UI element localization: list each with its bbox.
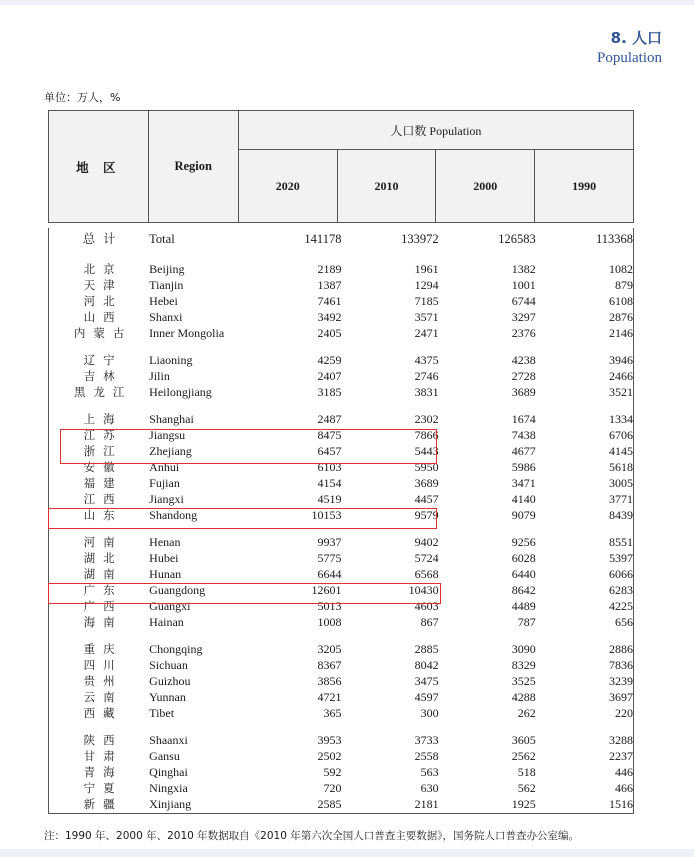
value-cell-2010: 6568 (414, 567, 439, 581)
value-cell-2010: 10430 (408, 583, 439, 597)
header-population-cn: 人口数 (390, 123, 427, 138)
value-cell-2010: 2746 (414, 369, 439, 383)
data-table (49, 228, 633, 812)
value-cell-2000: 126583 (498, 232, 536, 246)
region-en-cell: Henan (149, 535, 181, 549)
value-cell-2010: 9402 (414, 535, 439, 549)
value-cell-2020: 2487 (317, 412, 342, 426)
region-cn-cell: 陕西 (83, 733, 123, 747)
value-cell-1990: 7836 (609, 658, 633, 672)
value-cell-1990: 4225 (609, 599, 633, 613)
region-cn-cell: 湖南 (83, 567, 123, 581)
table-row (49, 491, 633, 507)
value-cell-1990: 3005 (609, 476, 633, 490)
value-cell-2020: 1387 (317, 278, 342, 292)
region-en-cell: Shaanxi (149, 733, 188, 747)
value-cell-2010: 4597 (414, 690, 439, 704)
value-cell-1990: 1516 (609, 797, 633, 811)
region-en-cell: Liaoning (149, 353, 193, 367)
value-cell-2010: 2558 (414, 749, 439, 763)
table-row (49, 534, 633, 550)
value-cell-2010: 1961 (414, 262, 439, 276)
value-cell-2020: 2407 (317, 369, 342, 383)
value-cell-2020: 4519 (317, 492, 342, 506)
region-cn-cell: 青海 (83, 765, 123, 779)
value-cell-2000: 1382 (511, 262, 536, 276)
row-spacer (49, 630, 633, 641)
region-en-cell: Yunnan (149, 690, 186, 704)
region-en-cell: Fujian (149, 476, 180, 490)
row-spacer-cell (49, 250, 633, 261)
table-row (49, 352, 633, 368)
value-cell-2000: 8329 (511, 658, 536, 672)
region-en-cell: Hunan (149, 567, 182, 581)
value-cell-2020: 1008 (317, 615, 342, 629)
region-en-cell: Hebei (149, 294, 178, 308)
value-cell-2020: 5013 (317, 599, 342, 613)
table-header (48, 110, 634, 223)
region-en-cell: Gansu (149, 749, 180, 763)
table-row (49, 293, 633, 309)
region-cn-cell: 辽宁 (83, 353, 123, 367)
region-cn-cell: 西藏 (83, 706, 123, 720)
value-cell-2020: 3492 (317, 310, 342, 324)
value-cell-2000: 3471 (511, 476, 536, 490)
value-cell-1990: 5618 (609, 460, 633, 474)
value-cell-2010: 2885 (414, 642, 439, 656)
region-cn-cell: 浙江 (83, 444, 123, 458)
region-cn-cell: 四川 (83, 658, 123, 672)
region-en-cell: Tibet (149, 706, 175, 720)
region-cn-cell: 河北 (83, 294, 123, 308)
table-row (49, 780, 633, 796)
value-cell-2020: 3953 (317, 733, 342, 747)
region-cn-cell: 广西 (83, 599, 123, 613)
region-cn-cell: 重庆 (83, 642, 123, 656)
table-row (49, 309, 633, 325)
value-cell-1990: 3288 (609, 733, 633, 747)
value-cell-2000: 6440 (511, 567, 536, 581)
value-cell-2020: 592 (323, 765, 342, 779)
value-cell-2020: 2585 (317, 797, 342, 811)
value-cell-2000: 4140 (511, 492, 536, 506)
value-cell-1990: 3697 (609, 690, 633, 704)
value-cell-1990: 5397 (609, 551, 633, 565)
value-cell-1990: 446 (615, 765, 633, 779)
region-cn-cell: 吉林 (83, 369, 123, 383)
row-spacer (49, 523, 633, 534)
value-cell-2000: 787 (517, 615, 536, 629)
header-year-2020: 2020 (238, 150, 337, 223)
row-spacer-cell (49, 630, 633, 641)
value-cell-2010: 2181 (414, 797, 439, 811)
value-cell-2020: 6103 (317, 460, 342, 474)
region-en-cell: Hainan (149, 615, 184, 629)
table-row (49, 261, 633, 277)
value-cell-1990: 3239 (609, 674, 633, 688)
table-row (49, 614, 633, 630)
region-cn-cell: 宁夏 (83, 781, 123, 795)
row-spacer (49, 400, 633, 411)
value-cell-2020: 2189 (317, 262, 342, 276)
value-cell-2000: 3525 (511, 674, 536, 688)
value-cell-2000: 4238 (511, 353, 536, 367)
value-cell-2020: 3205 (317, 642, 342, 656)
table-row (49, 384, 633, 400)
region-cn-cell: 山西 (83, 310, 123, 324)
value-cell-2000: 3605 (511, 733, 536, 747)
value-cell-2000: 4288 (511, 690, 536, 704)
value-cell-2020: 365 (323, 706, 342, 720)
value-cell-2000: 1674 (511, 412, 536, 426)
value-cell-2020: 5775 (317, 551, 342, 565)
value-cell-1990: 1082 (609, 262, 633, 276)
region-cn-cell: 山东 (83, 508, 123, 522)
region-cn-cell: 湖北 (83, 551, 123, 565)
value-cell-2020: 3185 (317, 385, 342, 399)
page-title-en: Population (596, 50, 662, 67)
row-spacer-cell (49, 523, 633, 534)
table-row (49, 705, 633, 721)
value-cell-2000: 1925 (511, 797, 536, 811)
value-cell-1990: 4145 (609, 444, 633, 458)
value-cell-2020: 10153 (311, 508, 342, 522)
region-cn-cell: 安徽 (83, 460, 123, 474)
value-cell-2000: 9079 (511, 508, 536, 522)
value-cell-2010: 7866 (414, 428, 439, 442)
region-cn-cell: 总计 (82, 231, 124, 246)
region-en-cell: Shandong (149, 508, 198, 522)
table-row (49, 732, 633, 748)
value-cell-2010: 2302 (414, 412, 439, 426)
value-cell-2020: 141178 (304, 232, 342, 246)
table-row (49, 427, 633, 443)
value-cell-2000: 7438 (511, 428, 536, 442)
region-en-cell: Heilongjiang (149, 385, 212, 399)
region-en-cell: Inner Mongolia (149, 326, 225, 340)
value-cell-2000: 3689 (511, 385, 536, 399)
value-cell-2010: 3571 (414, 310, 439, 324)
region-en-cell: Guizhou (149, 674, 191, 688)
value-cell-1990: 2886 (609, 642, 633, 656)
value-cell-2020: 7461 (317, 294, 342, 308)
table-row (49, 689, 633, 705)
region-cn-cell: 江苏 (83, 428, 123, 442)
value-cell-1990: 3771 (609, 492, 633, 506)
value-cell-2010: 5443 (414, 444, 439, 458)
value-cell-2010: 4603 (414, 599, 439, 613)
region-cn-cell: 河南 (83, 535, 123, 549)
value-cell-2020: 4154 (317, 476, 342, 490)
region-cn-cell: 贵州 (83, 674, 123, 688)
value-cell-2010: 5724 (414, 551, 439, 565)
region-cn-cell: 上海 (83, 412, 123, 426)
table-body-container (48, 228, 634, 814)
row-spacer-cell (49, 400, 633, 411)
value-cell-2010: 3475 (414, 674, 439, 688)
row-spacer (49, 721, 633, 732)
value-cell-2010: 563 (420, 765, 439, 779)
value-cell-2020: 2405 (317, 326, 342, 340)
table-row (49, 796, 633, 812)
value-cell-1990: 6706 (609, 428, 633, 442)
value-cell-2010: 1294 (414, 278, 439, 292)
region-en-cell: Qinghai (149, 765, 188, 779)
value-cell-2020: 6644 (317, 567, 342, 581)
table-row (49, 475, 633, 491)
table-row (49, 657, 633, 673)
region-en-cell: Guangxi (149, 599, 191, 613)
table-row (49, 325, 633, 341)
table-row (49, 368, 633, 384)
value-cell-2010: 8042 (414, 658, 439, 672)
value-cell-2000: 518 (517, 765, 536, 779)
table-row (49, 673, 633, 689)
row-spacer-cell (49, 341, 633, 352)
region-en-cell: Chongqing (149, 642, 203, 656)
page-header (597, 28, 662, 69)
value-cell-2020: 12601 (311, 583, 342, 597)
header-population-en: Population (429, 123, 482, 138)
value-cell-1990: 220 (615, 706, 633, 720)
table-row (49, 764, 633, 780)
value-cell-2000: 2728 (511, 369, 536, 383)
header-region-en: Region (148, 111, 238, 223)
value-cell-2020: 4721 (317, 690, 342, 704)
header-region-cn: 地 区 (49, 111, 149, 223)
region-cn-cell: 海南 (83, 615, 123, 629)
region-en-cell: Beijing (149, 262, 185, 276)
value-cell-2000: 1001 (511, 278, 536, 292)
value-cell-2010: 300 (420, 706, 439, 720)
table-row (49, 598, 633, 614)
table-row (49, 277, 633, 293)
value-cell-1990: 1334 (609, 412, 633, 426)
table-row (49, 748, 633, 764)
header-population-group (238, 111, 633, 150)
value-cell-2020: 2502 (317, 749, 342, 763)
region-cn-cell: 甘肃 (83, 749, 123, 763)
value-cell-2000: 5986 (511, 460, 536, 474)
region-en-cell: Tianjin (149, 278, 184, 292)
value-cell-2000: 562 (517, 781, 536, 795)
value-cell-2020: 3856 (317, 674, 342, 688)
value-cell-2010: 7185 (414, 294, 439, 308)
value-cell-1990: 6108 (609, 294, 633, 308)
region-en-cell: Sichuan (149, 658, 188, 672)
value-cell-1990: 113368 (595, 232, 633, 246)
region-en-cell: Anhui (149, 460, 180, 474)
value-cell-1990: 6283 (609, 583, 633, 597)
value-cell-2010: 9579 (414, 508, 439, 522)
value-cell-2020: 6457 (317, 444, 342, 458)
value-cell-2000: 6028 (511, 551, 536, 565)
region-en-cell: Xinjiang (149, 797, 192, 811)
region-en-cell: Zhejiang (149, 444, 192, 458)
value-cell-2000: 3297 (511, 310, 536, 324)
value-cell-2010: 3733 (414, 733, 439, 747)
table-row (49, 550, 633, 566)
value-cell-1990: 2876 (609, 310, 633, 324)
value-cell-2010: 4375 (414, 353, 439, 367)
value-cell-2000: 9256 (511, 535, 536, 549)
row-spacer (49, 250, 633, 261)
region-cn-cell: 新疆 (83, 797, 123, 811)
region-en-cell: Guangdong (149, 583, 206, 597)
row-spacer-cell (49, 721, 633, 732)
value-cell-2010: 3689 (414, 476, 439, 490)
table-row (49, 582, 633, 598)
value-cell-1990: 8439 (609, 508, 633, 522)
value-cell-2000: 2376 (511, 326, 536, 340)
region-en-cell: Total (149, 232, 175, 246)
value-cell-1990: 466 (615, 781, 633, 795)
region-en-cell: Hubei (149, 551, 179, 565)
value-cell-1990: 2237 (609, 749, 633, 763)
region-cn-cell: 北京 (83, 262, 123, 276)
region-cn-cell: 广东 (83, 583, 123, 597)
footnote: 注：1990 年、2000 年、2010 年数据取自《2010 年第六次全国人口普查主要数据》，国务院人口普查办公室编。 (44, 830, 579, 842)
value-cell-2010: 133972 (401, 232, 439, 246)
region-cn-cell: 福建 (83, 476, 123, 490)
value-cell-2000: 8642 (511, 583, 536, 597)
value-cell-2000: 3090 (511, 642, 536, 656)
value-cell-2000: 262 (517, 706, 536, 720)
bottom-band (0, 849, 694, 857)
value-cell-1990: 8551 (609, 535, 633, 549)
value-cell-1990: 2146 (609, 326, 633, 340)
table-row (49, 443, 633, 459)
row-spacer (49, 341, 633, 352)
table-row (49, 411, 633, 427)
value-cell-1990: 656 (615, 615, 633, 629)
region-en-cell: Shanxi (149, 310, 183, 324)
value-cell-2020: 4259 (317, 353, 342, 367)
value-cell-2010: 3831 (414, 385, 439, 399)
table-row (49, 459, 633, 475)
header-year-1990: 1990 (535, 150, 634, 223)
region-en-cell: Jilin (149, 369, 170, 383)
value-cell-2020: 720 (323, 781, 342, 795)
value-cell-2000: 6744 (511, 294, 536, 308)
unit-note: 单位：万人，% (44, 91, 121, 104)
value-cell-2010: 2471 (414, 326, 439, 340)
region-cn-cell: 天津 (83, 278, 123, 292)
region-cn-cell: 江西 (83, 492, 123, 506)
region-cn-cell: 黑龙江 (73, 385, 133, 399)
value-cell-1990: 2466 (609, 369, 633, 383)
table-row (49, 507, 633, 523)
region-en-cell: Jiangsu (149, 428, 186, 442)
region-en-cell: Jiangxi (149, 492, 184, 506)
value-cell-2020: 8367 (317, 658, 342, 672)
value-cell-2010: 4457 (414, 492, 439, 506)
value-cell-2000: 4489 (511, 599, 536, 613)
header-year-2000: 2000 (436, 150, 535, 223)
region-en-cell: Shanghai (149, 412, 194, 426)
value-cell-2010: 5950 (414, 460, 439, 474)
value-cell-1990: 3946 (609, 353, 633, 367)
table-row (49, 641, 633, 657)
value-cell-2010: 630 (420, 781, 439, 795)
region-cn-cell: 内蒙古 (73, 326, 133, 340)
table-row-total (49, 228, 633, 250)
value-cell-2000: 4677 (511, 444, 536, 458)
value-cell-1990: 879 (615, 278, 633, 292)
page-title-cn: 8. 人口 (610, 29, 662, 47)
value-cell-2020: 9937 (317, 535, 342, 549)
header-year-2010: 2010 (337, 150, 436, 223)
value-cell-2020: 8475 (317, 428, 342, 442)
region-cn-cell: 云南 (83, 690, 123, 704)
value-cell-1990: 6066 (609, 567, 633, 581)
table-row (49, 566, 633, 582)
value-cell-1990: 3521 (609, 385, 633, 399)
value-cell-2010: 867 (420, 615, 439, 629)
value-cell-2000: 2562 (511, 749, 536, 763)
region-en-cell: Ningxia (149, 781, 188, 795)
top-band (0, 0, 694, 5)
